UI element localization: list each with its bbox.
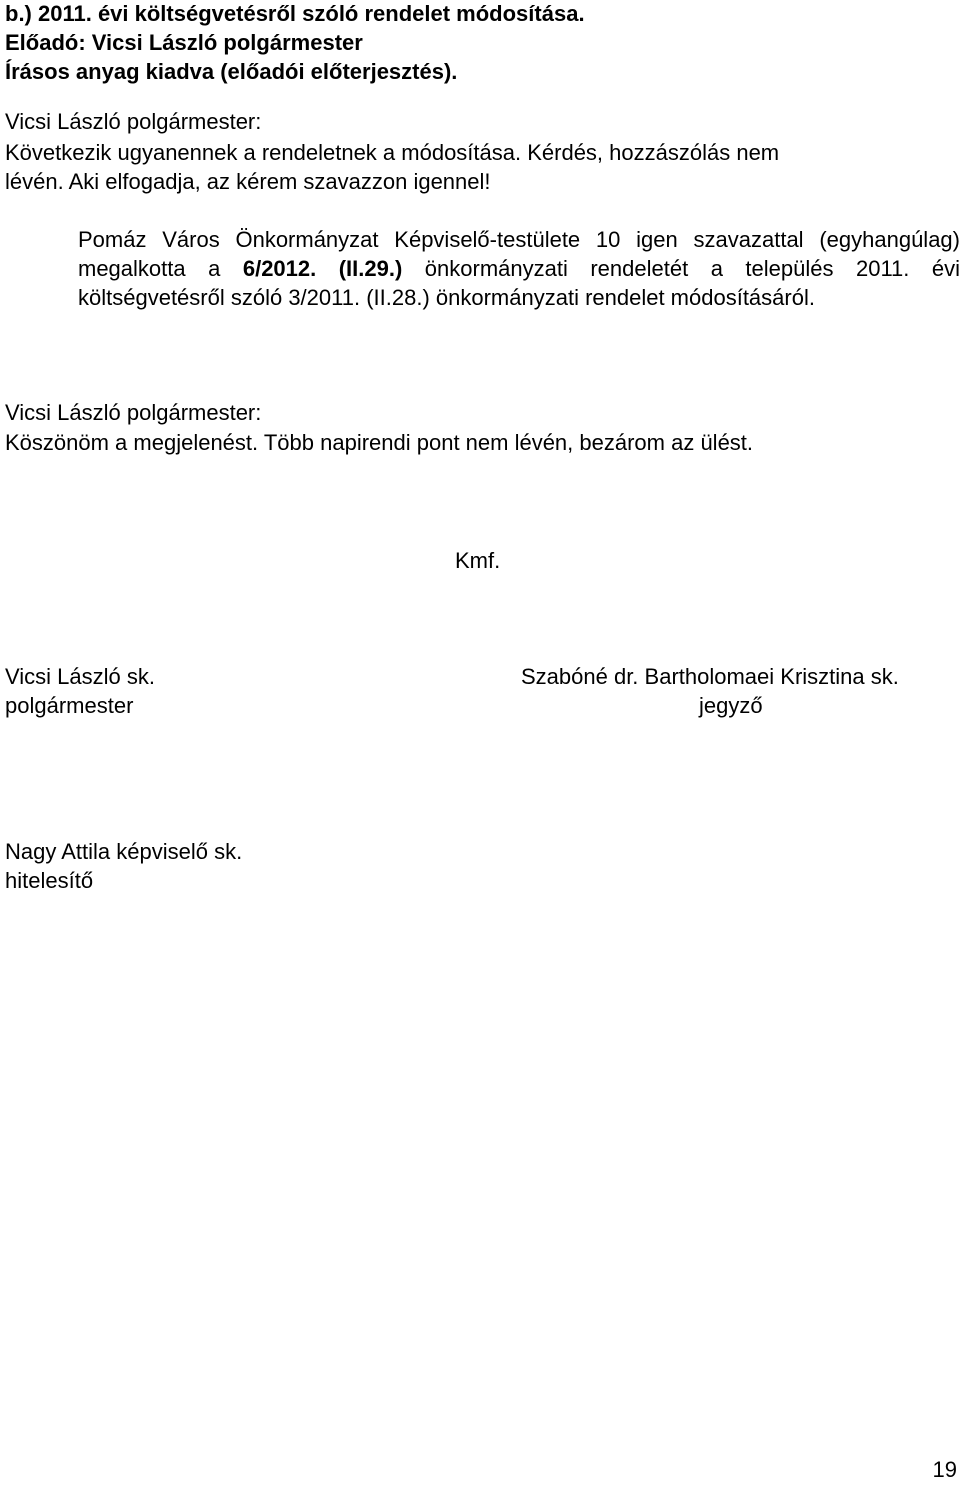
speaker-label: Vicsi László polgármester: <box>5 400 262 425</box>
resolution-text: Pomáz Város Önkormányzat Képviselő-testülete 10 igen szavazattal (egyhangúlag) megalkotta a <box>78 227 960 281</box>
page-number: 19 <box>932 1457 957 1482</box>
resolution-number: 6/2012. (II.29.) <box>242 256 403 281</box>
closing-speech: Köszönöm a megjelenést. Több napirendi pont nem lévén, bezárom az ülést. <box>5 430 754 455</box>
mayor-signature-title: polgármester <box>5 693 134 718</box>
resolution-text: önkormányzati rendeletét a település 2011. évi költségvetésről szóló 3/2011. (II.28.) önkormányzati rendelet módosításáról. <box>78 256 960 310</box>
resolution-paragraph <box>78 225 960 312</box>
notary-signature-title: jegyző <box>699 693 763 718</box>
speaker-label: Vicsi László polgármester: <box>5 109 262 134</box>
notary-signature-name: Szabóné dr. Bartholomaei Krisztina sk. <box>521 664 899 689</box>
speech-line: Következik ugyanennek a rendeletnek a módosítása. Kérdés, hozzászólás nem <box>5 140 780 165</box>
agenda-material: Írásos anyag kiadva (előadói előterjesztés). <box>5 59 458 84</box>
authenticator-signature-title: hitelesítő <box>5 868 94 893</box>
authenticator-signature-name: Nagy Attila képviselő sk. <box>5 839 243 864</box>
kmf-label: Kmf. <box>455 548 501 573</box>
speech-paragraph <box>5 138 960 196</box>
agenda-title: b.) 2011. évi költségvetésről szóló rendelet módosítása. <box>5 1 585 26</box>
agenda-presenter: Előadó: Vicsi László polgármester <box>5 30 363 55</box>
mayor-signature-name: Vicsi László sk. <box>5 664 155 689</box>
speech-line: lévén. Aki elfogadja, az kérem szavazzon igennel! <box>5 169 491 194</box>
